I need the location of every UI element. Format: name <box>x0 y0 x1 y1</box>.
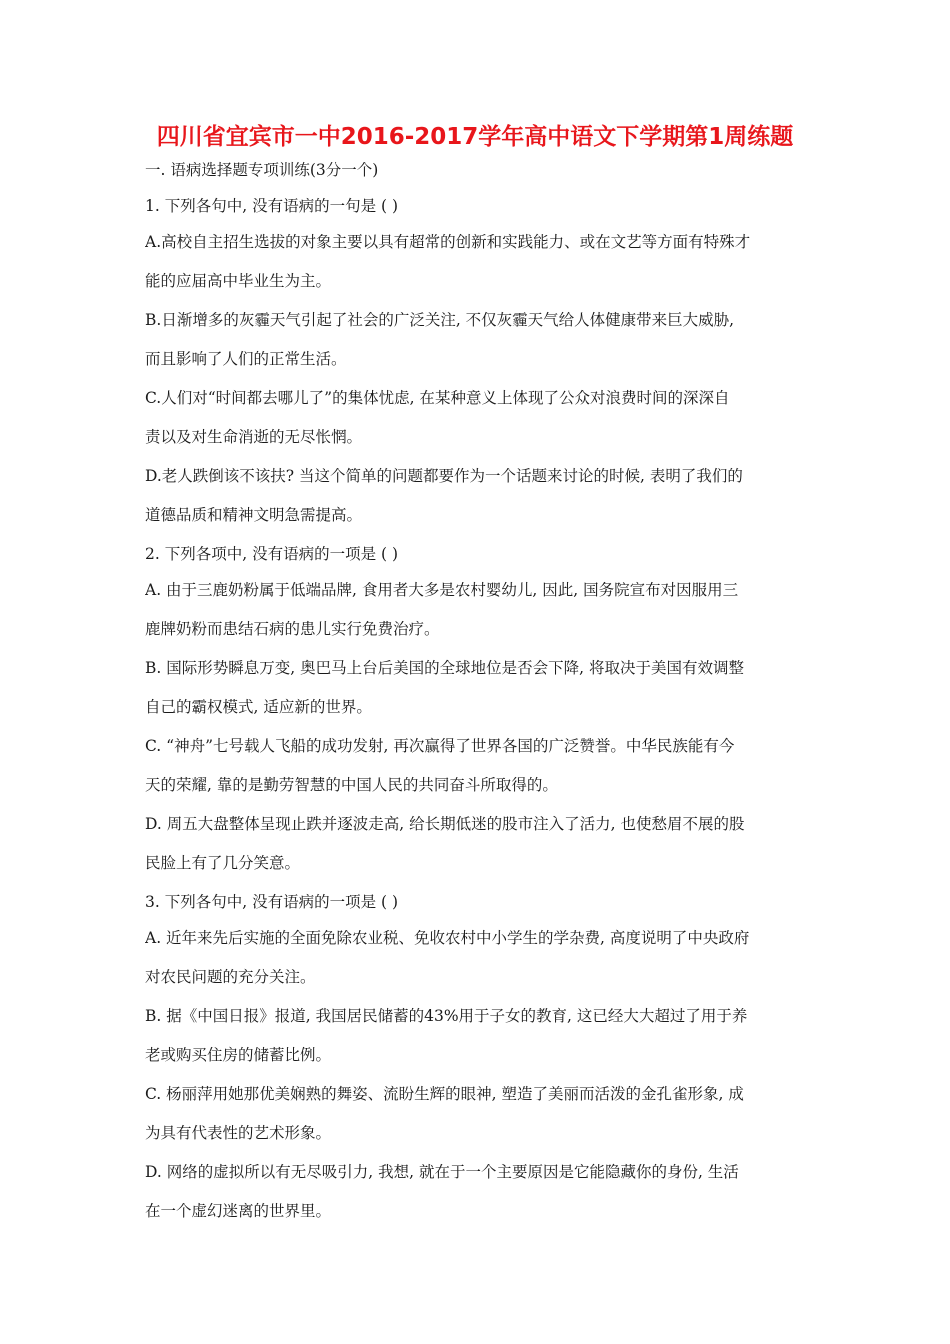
question-2-option-c-line-1: C. “神舟”七号载人飞船的成功发射, 再次赢得了世界各国的广泛赞誉。中华民族能有今 <box>145 737 735 755</box>
question-3-option-b-line-2: 老或购买住房的储蓄比例。 <box>145 1046 332 1064</box>
question-3-option-b-line-1: B. 据《中国日报》报道, 我国居民储蓄的43%用于子女的教育, 这已经大大超过了用于养 <box>145 1007 748 1025</box>
question-3-option-a-line-1: A. 近年来先后实施的全面免除农业税、免收农村中小学生的学杂费, 高度说明了中央政府 <box>145 929 750 947</box>
question-1-option-a-line-2: 能的应届高中毕业生为主。 <box>145 272 332 290</box>
question-3-stem: 3. 下列各句中, 没有语病的一项是 ( ) <box>145 893 399 911</box>
question-2-option-b-line-1: B. 国际形势瞬息万变, 奥巴马上台后美国的全球地位是否会下降, 将取决于美国有效调整 <box>145 659 744 677</box>
question-2-option-d-line-2: 民脸上有了几分笑意。 <box>145 854 301 872</box>
question-3-option-d-line-2: 在一个虚幻迷离的世界里。 <box>145 1202 332 1220</box>
document-body <box>145 160 810 1240</box>
question-3-option-d-line-1: D. 网络的虚拟所以有无尽吸引力, 我想, 就在于一个主要原因是它能隐藏你的身份, 生活 <box>145 1163 739 1181</box>
question-1-option-b-line-1: B.日渐增多的灰霾天气引起了社会的广泛关注, 不仅灰霾天气给人体健康带来巨大威胁, <box>145 311 735 329</box>
question-2-option-a-line-1: A. 由于三鹿奶粉属于低端品牌, 食用者大多是农村婴幼儿, 因此, 国务院宣布对因服用三 <box>145 581 739 599</box>
question-1-stem: 1. 下列各句中, 没有语病的一句是 ( ) <box>145 197 399 215</box>
question-1-option-d-line-2: 道德品质和精神文明急需提高。 <box>145 506 363 524</box>
section-heading: 一. 语病选择题专项训练(3分一个) <box>145 161 379 179</box>
question-1-option-b-line-2: 而且影响了人们的正常生活。 <box>145 350 347 368</box>
question-1-option-c-line-2: 责以及对生命消逝的无尽怅惘。 <box>145 428 363 446</box>
question-1-option-a-line-1: A.高校自主招生选拔的对象主要以具有超常的创新和实践能力、或在文艺等方面有特殊才 <box>145 233 751 251</box>
question-2-stem: 2. 下列各项中, 没有语病的一项是 ( ) <box>145 545 399 563</box>
question-3-option-a-line-2: 对农民问题的充分关注。 <box>145 968 316 986</box>
question-2-option-c-line-2: 天的荣耀, 靠的是勤劳智慧的中国人民的共同奋斗所取得的。 <box>145 776 558 794</box>
question-3-option-c-line-2: 为具有代表性的艺术形象。 <box>145 1124 332 1142</box>
question-2-option-d-line-1: D. 周五大盘整体呈现止跌并逐波走高, 给长期低迷的股市注入了活力, 也使愁眉不展的股 <box>145 815 745 833</box>
question-1-option-c-line-1: C.人们对“时间都去哪儿了”的集体忧虑, 在某种意义上体现了公众对浪费时间的深深自 <box>145 389 730 407</box>
question-3-option-c-line-1: C. 杨丽萍用她那优美娴熟的舞姿、流盼生辉的眼神, 塑造了美丽而活泼的金孔雀形象, 成 <box>145 1085 744 1103</box>
document-title: 四川省宜宾市一中2016-2017学年高中语文下学期第1周练题 <box>156 124 794 150</box>
question-1-option-d-line-1: D.老人跌倒该不该扶? 当这个简单的问题都要作为一个话题来讨论的时候, 表明了我们的 <box>145 467 743 485</box>
question-2-option-a-line-2: 鹿牌奶粉而患结石病的患儿实行免费治疗。 <box>145 620 440 638</box>
question-2-option-b-line-2: 自己的霸权模式, 适应新的世界。 <box>145 698 372 716</box>
